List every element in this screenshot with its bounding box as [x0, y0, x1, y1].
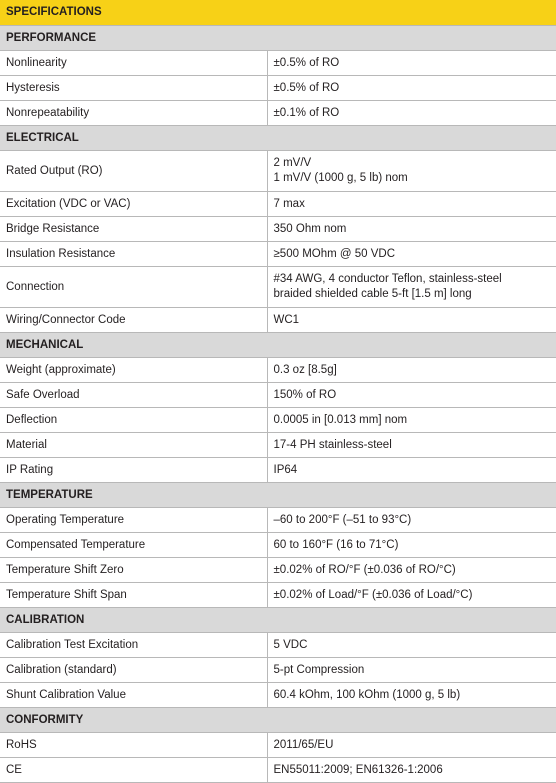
spec-row: [0, 383, 556, 408]
section-heading: ELECTRICAL: [0, 126, 556, 151]
spec-value: [267, 408, 556, 433]
spec-value-line: ±0.1% of RO: [273, 106, 340, 119]
title-row: [0, 0, 556, 26]
spec-value-line: 7 max: [273, 197, 305, 210]
section-heading: TEMPERATURE: [0, 483, 556, 508]
spec-label: Nonrepeatability: [0, 101, 267, 126]
spec-label: Wiring/Connector Code: [0, 308, 267, 333]
spec-row: [0, 583, 556, 608]
section-heading: CALIBRATION: [0, 608, 556, 633]
spec-value: [267, 242, 556, 267]
spec-value-line: –60 to 200°F (–51 to 93°C): [273, 513, 412, 526]
section-row: [0, 333, 556, 358]
spec-label: Safe Overload: [0, 383, 267, 408]
spec-value-line: 2011/65/EU: [273, 738, 334, 751]
spec-value: [267, 76, 556, 101]
spec-label: Material: [0, 433, 267, 458]
spec-value-line: #34 AWG, 4 conductor Teflon, stainless-steel: [273, 273, 502, 285]
spec-value-line: ±0.5% of RO: [273, 56, 340, 69]
spec-value-line: 60.4 kOhm, 100 kOhm (1000 g, 5 lb): [273, 688, 461, 701]
spec-label: RoHS: [0, 733, 267, 758]
spec-row: [0, 533, 556, 558]
section-row: [0, 608, 556, 633]
spec-value-line: 60 to 160°F (16 to 71°C): [273, 538, 399, 551]
spec-label: Temperature Shift Zero: [0, 558, 267, 583]
spec-value-line: braided shielded cable 5-ft [1.5 m] long: [273, 288, 472, 300]
spec-row: [0, 192, 556, 217]
spec-row: [0, 758, 556, 783]
spec-label: Temperature Shift Span: [0, 583, 267, 608]
spec-row: [0, 76, 556, 101]
spec-value: [267, 583, 556, 608]
spec-label: IP Rating: [0, 458, 267, 483]
spec-label: Connection: [0, 267, 267, 308]
spec-label: CE: [0, 758, 267, 783]
spec-row: [0, 558, 556, 583]
section-row: [0, 26, 556, 51]
section-heading: MECHANICAL: [0, 333, 556, 358]
spec-value: [267, 558, 556, 583]
specifications-title: SPECIFICATIONS: [0, 0, 556, 26]
spec-value: [267, 433, 556, 458]
spec-value: [267, 683, 556, 708]
spec-value-line: ±0.02% of RO/°F (±0.036 of RO/°C): [273, 563, 456, 576]
spec-label: Nonlinearity: [0, 51, 267, 76]
spec-row: [0, 151, 556, 192]
spec-value: [267, 533, 556, 558]
spec-row: [0, 358, 556, 383]
spec-value: [267, 733, 556, 758]
spec-row: [0, 51, 556, 76]
spec-value: [267, 51, 556, 76]
spec-value-line: 5-pt Compression: [273, 663, 365, 676]
spec-value: [267, 633, 556, 658]
spec-label: Compensated Temperature: [0, 533, 267, 558]
section-heading: PERFORMANCE: [0, 26, 556, 51]
spec-label: Deflection: [0, 408, 267, 433]
spec-value-line: 5 VDC: [273, 638, 308, 651]
spec-row: [0, 458, 556, 483]
spec-row: [0, 733, 556, 758]
spec-row: [0, 683, 556, 708]
spec-row: [0, 658, 556, 683]
spec-label: Insulation Resistance: [0, 242, 267, 267]
spec-row: [0, 267, 556, 308]
spec-value: [267, 267, 556, 308]
spec-label: Weight (approximate): [0, 358, 267, 383]
spec-label: Shunt Calibration Value: [0, 683, 267, 708]
spec-value-line: 150% of RO: [273, 388, 337, 401]
spec-value: [267, 192, 556, 217]
spec-value-line: EN55011:2009; EN61326-1:2006: [273, 763, 443, 776]
section-heading: CONFORMITY: [0, 708, 556, 733]
spec-value-line: ±0.5% of RO: [273, 81, 340, 94]
section-row: [0, 126, 556, 151]
spec-row: [0, 408, 556, 433]
spec-value-line: 0.3 oz [8.5g]: [273, 363, 337, 376]
spec-value: [267, 358, 556, 383]
section-row: [0, 483, 556, 508]
spec-row: [0, 242, 556, 267]
spec-value-line: WC1: [273, 313, 300, 326]
spec-value: [267, 308, 556, 333]
spec-value: [267, 151, 556, 192]
spec-label: Hysteresis: [0, 76, 267, 101]
spec-row: [0, 433, 556, 458]
spec-value: [267, 217, 556, 242]
spec-row: [0, 217, 556, 242]
spec-row: [0, 101, 556, 126]
spec-label: Calibration (standard): [0, 658, 267, 683]
spec-row: [0, 633, 556, 658]
spec-value: [267, 508, 556, 533]
spec-label: Bridge Resistance: [0, 217, 267, 242]
spec-value-line: ±0.02% of Load/°F (±0.036 of Load/°C): [273, 588, 473, 601]
spec-value: [267, 383, 556, 408]
spec-value: [267, 658, 556, 683]
spec-value-line: IP64: [273, 463, 298, 476]
spec-value-line: 0.0005 in [0.013 mm] nom: [273, 413, 408, 426]
spec-value: [267, 758, 556, 783]
spec-value-line: ≥500 MOhm @ 50 VDC: [273, 247, 396, 260]
spec-label: Excitation (VDC or VAC): [0, 192, 267, 217]
spec-value: [267, 101, 556, 126]
section-row: [0, 708, 556, 733]
spec-row: [0, 308, 556, 333]
spec-value-line: 350 Ohm nom: [273, 222, 347, 235]
spec-value-line: 2 mV/V: [273, 157, 312, 169]
spec-value: [267, 458, 556, 483]
spec-label: Operating Temperature: [0, 508, 267, 533]
spec-label: Calibration Test Excitation: [0, 633, 267, 658]
spec-value-line: 1 mV/V (1000 g, 5 lb) nom: [273, 172, 408, 184]
spec-row: [0, 508, 556, 533]
spec-label: Rated Output (RO): [0, 151, 267, 192]
spec-value-line: 17-4 PH stainless-steel: [273, 438, 392, 451]
